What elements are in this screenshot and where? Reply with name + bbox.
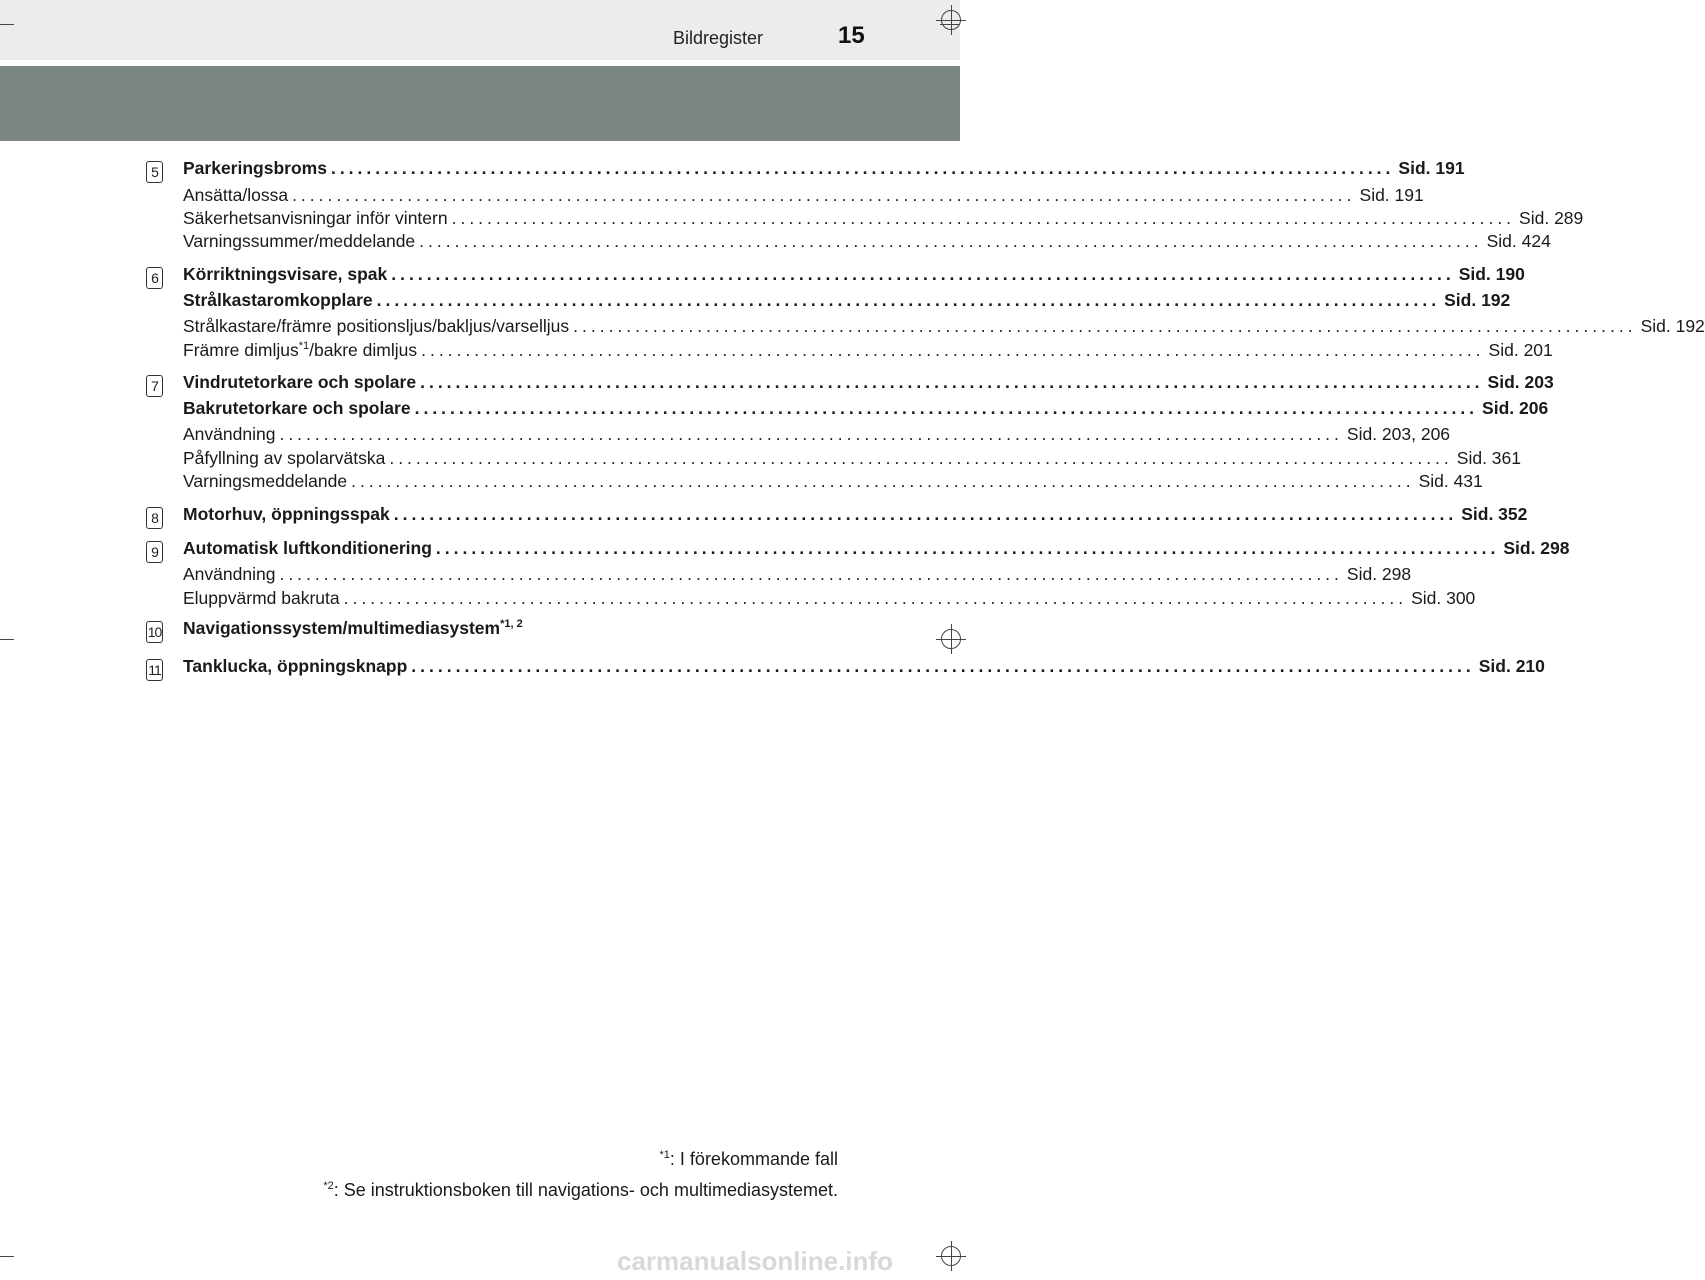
entry-label-text: Användning bbox=[183, 564, 276, 584]
page-reference[interactable]: Sid. 300 bbox=[1411, 588, 1476, 608]
leader-dots: ........................................................................................................................ bbox=[421, 340, 1485, 360]
entry-label bbox=[183, 158, 327, 179]
entry-label bbox=[183, 231, 415, 252]
footnote-mark: *1 bbox=[659, 1149, 670, 1161]
index-main-entry[interactable] bbox=[183, 504, 1528, 525]
leader-dots: ........................................................................................................................ bbox=[411, 656, 1475, 676]
index-main-entry[interactable] bbox=[183, 264, 1525, 285]
entry-label bbox=[183, 471, 347, 492]
watermark-text: carmanualsonline.info bbox=[617, 1246, 893, 1276]
leader-dots: ........................................................................................................................ bbox=[451, 208, 1516, 228]
leader-dots: ........................................................................................................................ bbox=[573, 316, 1637, 336]
page-reference[interactable]: Sid. 298 bbox=[1346, 564, 1412, 584]
index-sub-entry[interactable] bbox=[183, 471, 1483, 492]
entry-number-badge: 6 bbox=[146, 267, 163, 289]
leader-dots: ........................................................................................................................ bbox=[435, 538, 1500, 558]
entry-label bbox=[183, 588, 340, 609]
leader-dots: ........................................................................................................................ bbox=[419, 231, 1483, 251]
leader-dots: ........................................................................................................................ bbox=[376, 290, 1441, 310]
entry-label-text: Körriktningsvisare, spak bbox=[183, 264, 388, 284]
entry-label-text: Tanklucka, öppningsknapp bbox=[183, 656, 408, 676]
entry-label-text: Navigationssystem/multimediasystem bbox=[183, 618, 501, 638]
entry-label-text: Varningsmeddelande bbox=[183, 471, 348, 491]
page-reference[interactable]: Sid. 431 bbox=[1418, 471, 1483, 491]
page-reference[interactable]: Sid. 203, 206 bbox=[1346, 424, 1451, 444]
index-main-entry[interactable] bbox=[183, 656, 1545, 677]
entry-label-text: Ansätta/lossa bbox=[183, 185, 289, 205]
footnote bbox=[323, 1180, 838, 1201]
leader-dots: ........................................................................................................................ bbox=[279, 564, 1343, 584]
page-reference[interactable]: Sid. 289 bbox=[1519, 208, 1584, 228]
entry-label-text: Eluppvärmd bakruta bbox=[183, 588, 340, 608]
index-sub-entry[interactable] bbox=[183, 208, 1584, 229]
leader-dots: ........................................................................................................................ bbox=[330, 158, 1395, 178]
page-reference[interactable]: Sid. 210 bbox=[1478, 656, 1545, 676]
index-main-entry[interactable] bbox=[183, 538, 1570, 559]
page-reference[interactable]: Sid. 201 bbox=[1488, 340, 1553, 360]
page-reference[interactable]: Sid. 424 bbox=[1486, 231, 1551, 251]
registration-mark-mid-right bbox=[941, 629, 961, 649]
entry-label bbox=[183, 398, 411, 419]
entry-label bbox=[183, 538, 432, 559]
footnote-marker: *1, 2 bbox=[500, 618, 523, 630]
index-main-entry[interactable] bbox=[183, 372, 1554, 393]
header-strip bbox=[0, 0, 960, 60]
index-sub-entry[interactable] bbox=[183, 588, 1476, 609]
page-number: 15 bbox=[838, 22, 865, 49]
leader-dots: ........................................................................................................................ bbox=[292, 185, 1356, 205]
registration-mark-bottom-right bbox=[941, 1246, 961, 1266]
entry-number-badge: 7 bbox=[146, 375, 163, 397]
leader-dots: ........................................................................................................................ bbox=[343, 588, 1408, 608]
entry-label-text: Säkerhetsanvisningar inför vintern bbox=[183, 208, 448, 228]
index-sub-entry[interactable] bbox=[183, 231, 1551, 252]
index-sub-entry[interactable] bbox=[183, 316, 1705, 337]
footnote-mark: *2 bbox=[323, 1180, 334, 1192]
page-reference[interactable]: Sid. 206 bbox=[1482, 398, 1549, 418]
crop-mark-bottom-left bbox=[0, 1256, 14, 1257]
footnote-marker: *1 bbox=[298, 340, 310, 352]
leader-dots: ........................................................................................................................ bbox=[393, 504, 1458, 524]
entry-label-text: Strålkastare/främre positionsljus/bakljus/varselljus bbox=[183, 316, 570, 336]
footnote-text: : Se instruktionsboken till navigations- och multimediasystemet. bbox=[333, 1180, 838, 1200]
leader-dots: ........................................................................................................................ bbox=[351, 471, 1415, 491]
entry-label bbox=[183, 372, 416, 393]
entry-label-text: Automatisk luftkonditionering bbox=[183, 538, 432, 558]
leader-dots: ........................................................................................................................ bbox=[420, 372, 1484, 392]
entry-label-text: Användning bbox=[183, 424, 276, 444]
entry-label-text: Parkeringsbroms bbox=[183, 158, 327, 178]
index-sub-entry[interactable] bbox=[183, 424, 1451, 445]
entry-label bbox=[183, 564, 275, 585]
registration-mark-top-right bbox=[941, 10, 961, 30]
index-main-entry[interactable] bbox=[183, 618, 800, 639]
page-reference[interactable]: Sid. 191 bbox=[1398, 158, 1465, 178]
leader-dots: ........................................................................................................................ bbox=[279, 424, 1343, 444]
entry-label-text: Vindrutetorkare och spolare bbox=[183, 372, 417, 392]
index-sub-entry[interactable] bbox=[183, 448, 1521, 469]
leader-dots: ........................................................................................................................ bbox=[389, 448, 1453, 468]
page-reference[interactable]: Sid. 192 bbox=[1444, 290, 1511, 310]
page-reference[interactable]: Sid. 361 bbox=[1456, 448, 1521, 468]
crop-mark-top-left bbox=[0, 24, 14, 25]
index-sub-entry[interactable] bbox=[183, 564, 1412, 585]
entry-label bbox=[183, 448, 385, 469]
page-reference[interactable]: Sid. 203 bbox=[1487, 372, 1554, 392]
entry-label bbox=[183, 656, 407, 677]
entry-label bbox=[183, 618, 523, 639]
entry-number-badge: 8 bbox=[146, 507, 163, 529]
index-main-entry[interactable] bbox=[183, 398, 1549, 419]
entry-label-text: Bakrutetorkare och spolare bbox=[183, 398, 411, 418]
entry-number-badge: 11 bbox=[146, 659, 163, 681]
index-main-entry[interactable] bbox=[183, 158, 1465, 179]
entry-label bbox=[183, 340, 417, 361]
section-title: Bildregister bbox=[673, 28, 764, 48]
leader-dots: ........................................................................................................................ bbox=[391, 264, 1455, 284]
entry-label-text-cont: /bakre dimljus bbox=[309, 340, 418, 360]
entry-number-badge: 10 bbox=[146, 621, 163, 643]
entry-label-text: Påfyllning av spolarvätska bbox=[183, 448, 386, 468]
page-reference[interactable]: Sid. 191 bbox=[1359, 185, 1424, 205]
leader-dots: ........................................................................................................................ bbox=[414, 398, 1479, 418]
entry-label bbox=[183, 208, 448, 229]
page-reference[interactable]: Sid. 192 bbox=[1640, 316, 1705, 336]
index-main-entry[interactable] bbox=[183, 290, 1511, 311]
header-band bbox=[0, 66, 960, 141]
index-sub-entry[interactable] bbox=[183, 340, 1553, 361]
entry-label bbox=[183, 504, 390, 525]
entry-label-text: Varningssummer/meddelande bbox=[183, 231, 416, 251]
entry-label bbox=[183, 185, 288, 206]
entry-label bbox=[183, 316, 569, 337]
page-reference[interactable]: Sid. 352 bbox=[1461, 504, 1528, 524]
entry-number-badge: 5 bbox=[146, 161, 163, 183]
entry-number-badge: 9 bbox=[146, 541, 163, 563]
page-reference[interactable]: Sid. 298 bbox=[1503, 538, 1570, 558]
entry-label bbox=[183, 290, 373, 311]
footnote-text: : I förekommande fall bbox=[669, 1149, 838, 1169]
entry-label bbox=[183, 264, 387, 285]
index-sub-entry[interactable] bbox=[183, 185, 1424, 206]
footnote bbox=[660, 1149, 838, 1170]
entry-label-text: Motorhuv, öppningsspak bbox=[183, 504, 390, 524]
entry-label-text: Strålkastaromkopplare bbox=[183, 290, 373, 310]
page-reference[interactable]: Sid. 190 bbox=[1458, 264, 1525, 284]
crop-mark-mid-left bbox=[0, 639, 14, 640]
entry-label-text: Främre dimljus bbox=[183, 340, 299, 360]
entry-label bbox=[183, 424, 275, 445]
